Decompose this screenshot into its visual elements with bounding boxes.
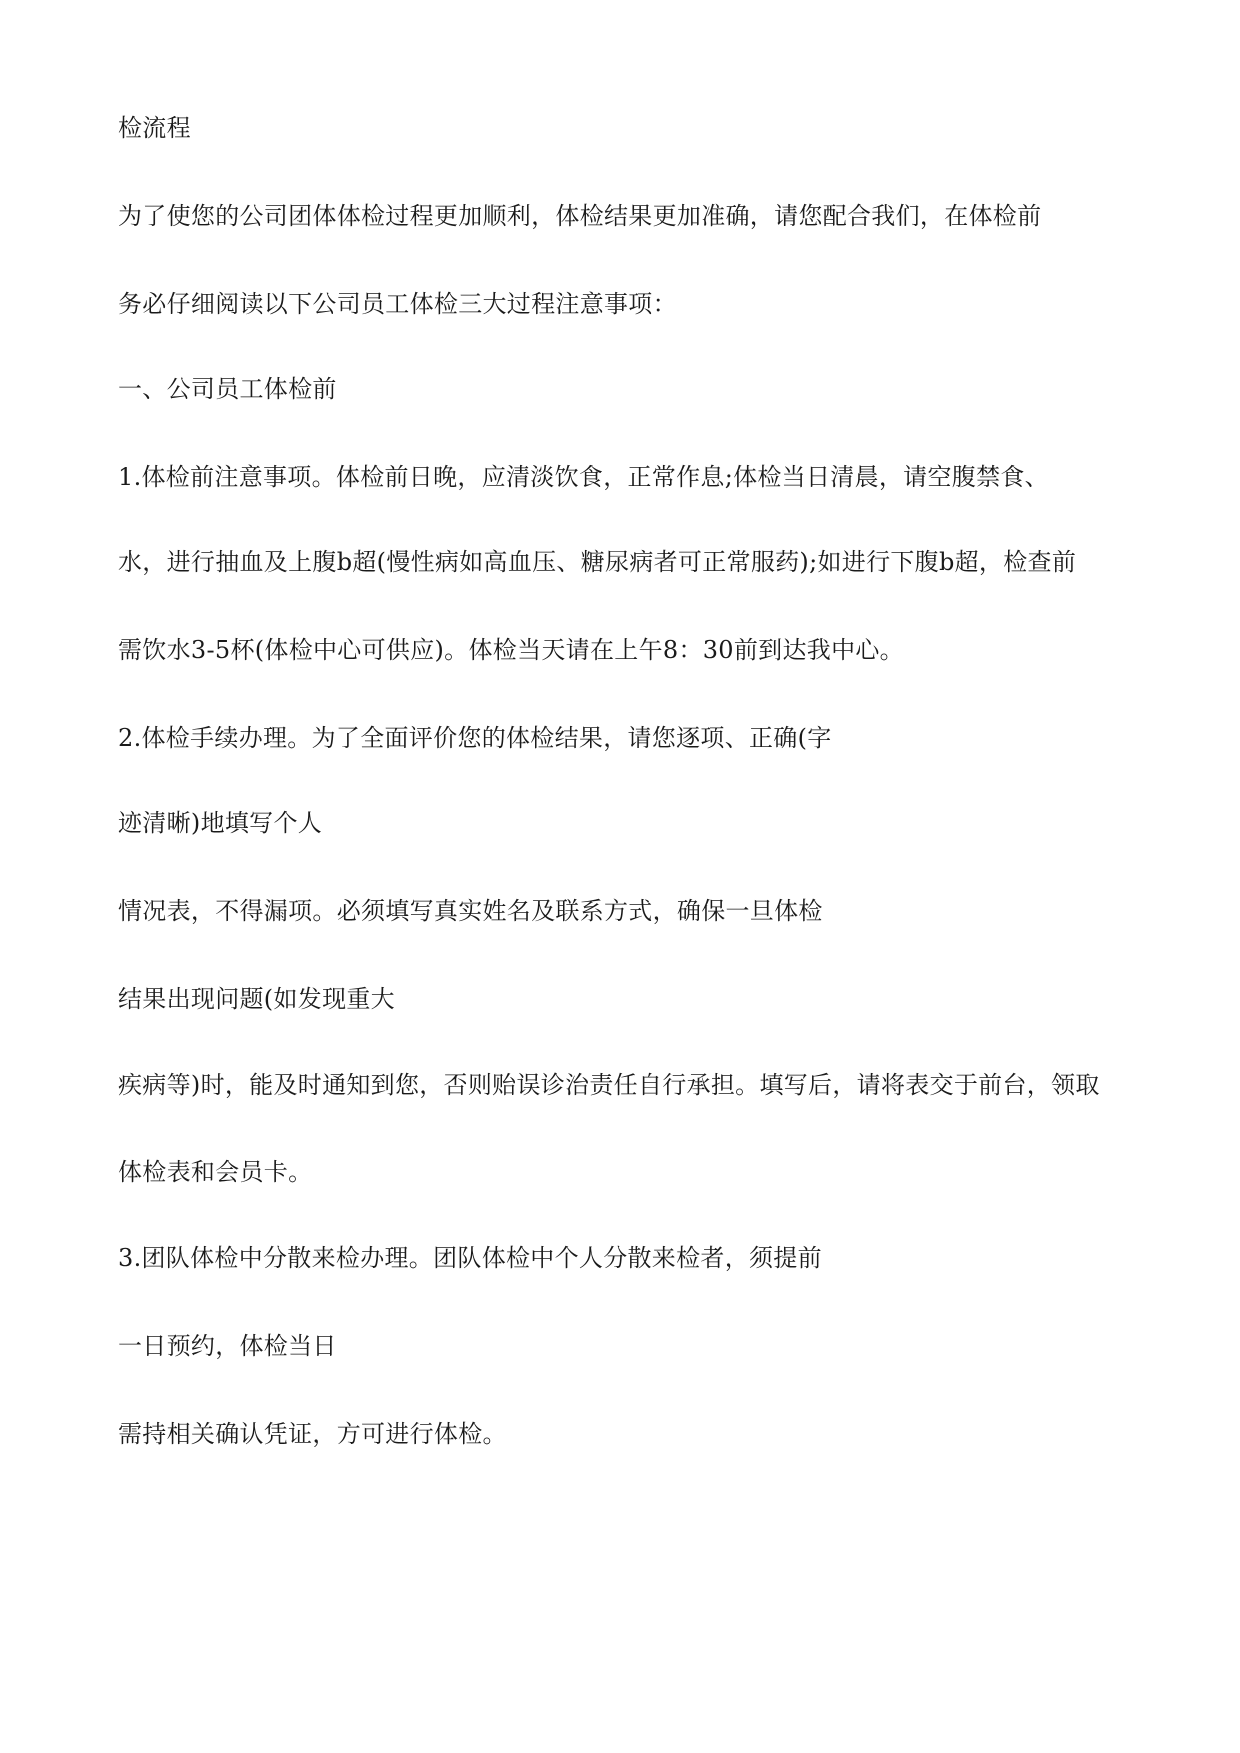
item-3-line: 3.团队体检中分散来检办理。团队体检中个人分散来检者，须提前 [118, 1244, 822, 1272]
item-3-line: 一日预约，体检当日 [118, 1332, 337, 1360]
item-1-line: 水，进行抽血及上腹b超(慢性病如高血压、糖尿病者可正常服药);如进行下腹b超，检查前 [118, 548, 1077, 576]
item-2-line: 结果出现问题(如发现重大 [118, 985, 395, 1013]
item-2-line: 迹清晰)地填写个人 [118, 809, 323, 837]
section-title: 检流程 [118, 114, 191, 142]
item-2-line: 2.体检手续办理。为了全面评价您的体检结果，请您逐项、正确(字 [118, 724, 832, 752]
item-1-line: 1.体检前注意事项。体检前日晚，应清淡饮食，正常作息;体检当日清晨，请空腹禁食、 [118, 463, 1049, 491]
item-2-line: 情况表，不得漏项。必须填写真实姓名及联系方式，确保一旦体检 [118, 897, 823, 925]
item-2-line: 疾病等)时，能及时通知到您，否则贻误诊治责任自行承担。填写后，请将表交于前台，领取 [118, 1071, 1100, 1099]
section-heading: 一、公司员工体检前 [118, 375, 337, 403]
intro-paragraph-line: 务必仔细阅读以下公司员工体检三大过程注意事项： [118, 290, 677, 318]
item-2-line: 体检表和会员卡。 [118, 1158, 313, 1186]
item-3-line: 需持相关确认凭证，方可进行体检。 [118, 1420, 507, 1448]
item-1-line: 需饮水3-5杯(体检中心可供应)。体检当天请在上午8：30前到达我中心。 [118, 636, 904, 664]
intro-paragraph-line: 为了使您的公司团体体检过程更加顺利，体检结果更加准确，请您配合我们，在体检前 [118, 202, 1042, 230]
